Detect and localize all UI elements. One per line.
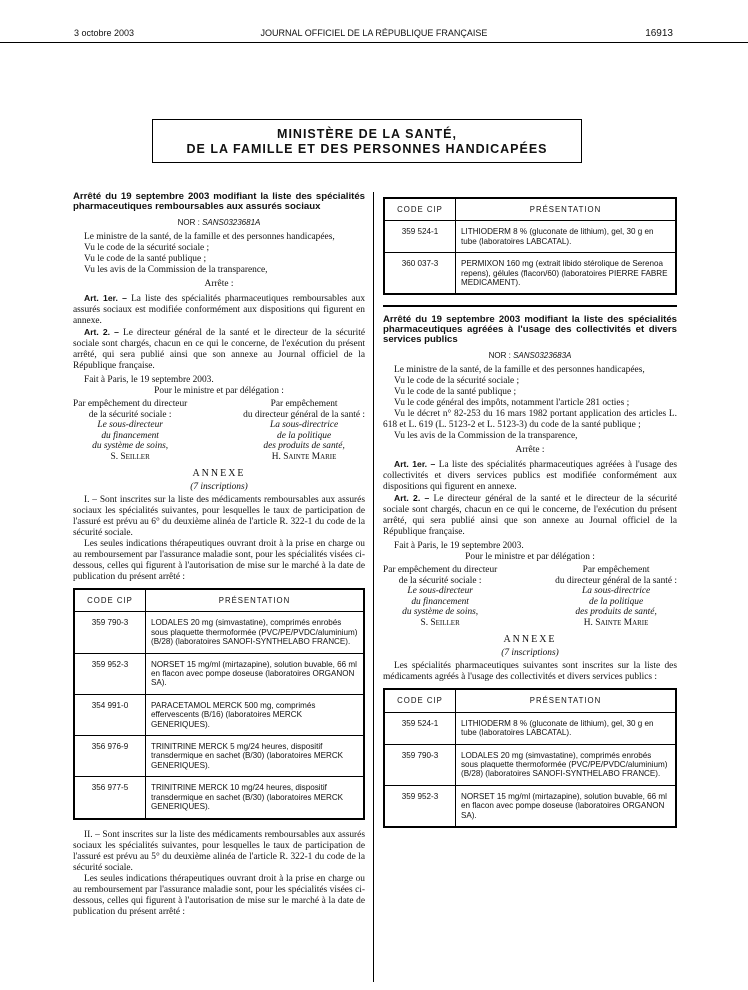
annexe-intro-2: Les seules indications thérapeutiques ouvrant droit à la prise en charge ou au remboursement par l'assurance maladie sont, pour les spécialités visées ci-dessous, celles qui figurent à l'autorisation de mise sur le marché à la date de publication du présent arrêté : [73,539,365,582]
inscriptions-count: (7 inscriptions) [501,648,559,659]
signature-left: Par empêchement du directeur de la sécurité sociale : Le sous-directeur du financement du système de soins, S. Seiller [383,565,498,628]
table-row: 359 952-3 NORSET 15 mg/ml (mirtazapine), solution buvable, 66 ml en flacon avec pompe doseuse (laboratoires ORGANON SA). [384,785,676,827]
table-row: 360 037-3 PERMIXON 160 mg (extrait libido stérolique de Serenoa repens), gélules (flacon/60) (laboratoires PIERRE FABRE MEDICAMENT). [384,253,676,295]
preamble-line: Vu le décret n° 82-253 du 16 mars 1982 portant application des articles L. 618 et L. 619 (L. 5123-2 et L. 5123-3) du code de la santé publique ; [383,409,677,431]
article-2: Art. 2. – Le directeur général de la santé et le directeur de la sécurité sociale sont chargés, chacun en ce qui le concerne, de l'exécution du présent arrêté, qui sera publié ainsi que son annexe au Journal officiel de la République française. [383,493,677,538]
arrete-label: Arrête : [515,445,545,456]
annexe-heading: ANNEXE [192,468,246,479]
table-header-row [74,589,364,612]
preamble-line: Vu les avis de la Commission de la transparence, [84,265,268,275]
preamble-line: Le ministre de la santé, de la famille et des personnes handicapées, [394,365,645,376]
column-header-presentation: PRÉSENTATION [456,689,677,712]
table-row: 356 976-9 TRINITRINE MERCK 5 mg/24 heures, dispositif transdermique en sachet (B/30) (laboratoires MERCK GENERIQUES). [74,736,364,777]
column-header-code: CODE CIP [384,689,456,712]
medication-table-continued [383,197,677,295]
preamble-line: Vu le code de la santé publique ; [394,387,517,398]
table-row: 354 991-0 PARACETAMOL MERCK 500 mg, comprimés effervescents (B/16) (laboratoires MERCK GENERIQUES). [74,694,364,735]
right-column [383,197,677,838]
ministry-line-1: MINISTÈRE DE LA SANTÉ, [277,127,457,141]
annexe-intro: Les spécialités pharmaceutiques suivantes sont inscrites sur la liste des médicaments agréés à l'usage des collectivités et divers services publics : [383,661,677,683]
article-2: Art. 2. – Le directeur général de la santé et le directeur de la sécurité sociale sont chargés, chacun en ce qui le concerne, de l'exécution du présent arrêté, qui sera publié ainsi que son annexe au Journal officiel de la République française. [73,327,365,371]
ministry-line-2: DE LA FAMILLE ET DES PERSONNES HANDICAPÉES [186,142,548,156]
preamble-line: Le ministre de la santé, de la famille et des personnes handicapées, [84,232,335,242]
section-divider [383,305,677,307]
annexe-section-2: II. – Sont inscrites sur la liste des médicaments remboursables aux assurés sociaux les spécialités suivantes, pour lesquelles le taux de participation de l'assuré est prévu au 5° du deuxième alinéa de l'article R. 322-1 du code de la sécurité sociale. [73,829,365,873]
table-header-row [384,689,676,712]
table-row: 356 977-5 TRINITRINE MERCK 10 mg/24 heures, dispositif transdermique en sachet (B/30) (laboratoires MERCK GENERIQUES). [74,777,364,819]
inscriptions-count: (7 inscriptions) [190,482,248,492]
signature-right: Par empêchement du directeur général de la santé : La sous-directrice de la politique des produits de santé, H. Sainte Marie [555,565,677,628]
signatures [73,399,365,462]
nor-reference: NOR : SANS0323683A [488,351,572,361]
table-row: 359 790-3 LODALES 20 mg (simvastatine), comprimés enrobés sous plaquette thermoformée (PVC/PE/PVDC/aluminium) (B/28) (laboratoires SANOFI-SYNTHELABO FRANCE). [74,612,364,653]
header-page-number: 16913 [645,28,673,39]
left-column [73,192,365,918]
decree-title: Arrêté du 19 septembre 2003 modifiant la liste des spécialités pharmaceutiques agréées à l'usage des collectivités et divers services publics [383,314,677,346]
table-row: 359 524-1 LITHIODERM 8 % (gluconate de lithium), gel, 30 g en tube (laboratoires LABCATAL). [384,221,676,253]
table-header-row [384,198,676,221]
column-divider [373,192,374,982]
annexe-intro-1: I. – Sont inscrites sur la liste des médicaments remboursables aux assurés sociaux les spécialités suivantes, pour lesquelles le taux de participation de l'assuré est prévu au 6° du deuxième alinéa de l'article R. 322-1 du code de la sécurité sociale. [73,495,365,538]
table-row: 359 790-3 LODALES 20 mg (simvastatine), comprimés enrobés sous plaquette thermoformée (PVC/PE/PVDC/aluminium) (B/28) (laboratoires SANOFI-SYNTHELABO FRANCE). [384,744,676,785]
fait-a-paris: Fait à Paris, le 19 septembre 2003. [84,375,214,385]
column-header-presentation: PRÉSENTATION [146,589,365,612]
preamble-line: Vu le code général des impôts, notamment l'article 281 octies ; [394,398,630,409]
preamble-line: Vu le code de la sécurité sociale ; [84,243,210,253]
annexe-heading: ANNEXE [503,634,557,646]
column-header-code: CODE CIP [384,198,456,221]
header-date: 3 octobre 2003 [74,28,135,38]
header-journal-title: JOURNAL OFFICIEL DE LA RÉPUBLIQUE FRANÇAISE [260,28,488,38]
article-1: Art. 1er. – La liste des spécialités pharmaceutiques remboursables aux assurés sociaux est modifiée conformément aux dispositions qui figurent en annexe. [73,293,366,326]
arrete-label: Arrête : [204,279,234,289]
table-row: 359 524-1 LITHIODERM 8 % (gluconate de lithium), gel, 30 g en tube (laboratoires LABCATAL). [384,712,676,744]
preamble-line: Vu les avis de la Commission de la transparence, [394,431,578,442]
annexe-section-2-indications: Les seules indications thérapeutiques ouvrant droit à la prise en charge ou au remboursement par l'assurance maladie sont, pour les spécialités visées ci-dessous, celles qui figurent à l'autorisation de mise sur le marché à la date de publication du présent arrêté : [73,873,365,917]
delegation-line: Pour le ministre et par délégation : [154,386,284,396]
table-row: 359 952-3 NORSET 15 mg/ml (mirtazapine), solution buvable, 66 ml en flacon avec pompe doseuse (laboratoires ORGANON SA). [74,653,364,694]
delegation-line: Pour le ministre et par délégation : [465,552,595,563]
preamble-line: Vu le code de la sécurité sociale ; [394,376,520,387]
column-header-code: CODE CIP [74,589,146,612]
article-1: Art. 1er. – La liste des spécialités pharmaceutiques agréées à l'usage des collectivités et divers services publics est modifiée conformément aux dispositions qui figurent en annexe. [383,459,677,493]
fait-a-paris: Fait à Paris, le 19 septembre 2003. [394,541,524,552]
ministry-heading-box [152,119,582,163]
medication-table [73,588,365,820]
signature-left: Par empêchement du directeur de la sécurité sociale : Le sous-directeur du financement du système de soins, S. Seiller [73,399,188,462]
signatures [383,565,677,628]
medication-table [383,688,677,828]
nor-reference: NOR : SANS0323681A [177,218,261,227]
decree-title: Arrêté du 19 septembre 2003 modifiant la liste des spécialités pharmaceutiques remboursables aux assurés sociaux [73,191,365,212]
preamble-line: Vu le code de la santé publique ; [84,254,207,264]
column-header-presentation: PRÉSENTATION [456,198,677,221]
signature-right: Par empêchement du directeur général de la santé : La sous-directrice de la politique des produits de santé, H. Sainte Marie [243,399,365,462]
running-header [0,22,748,43]
